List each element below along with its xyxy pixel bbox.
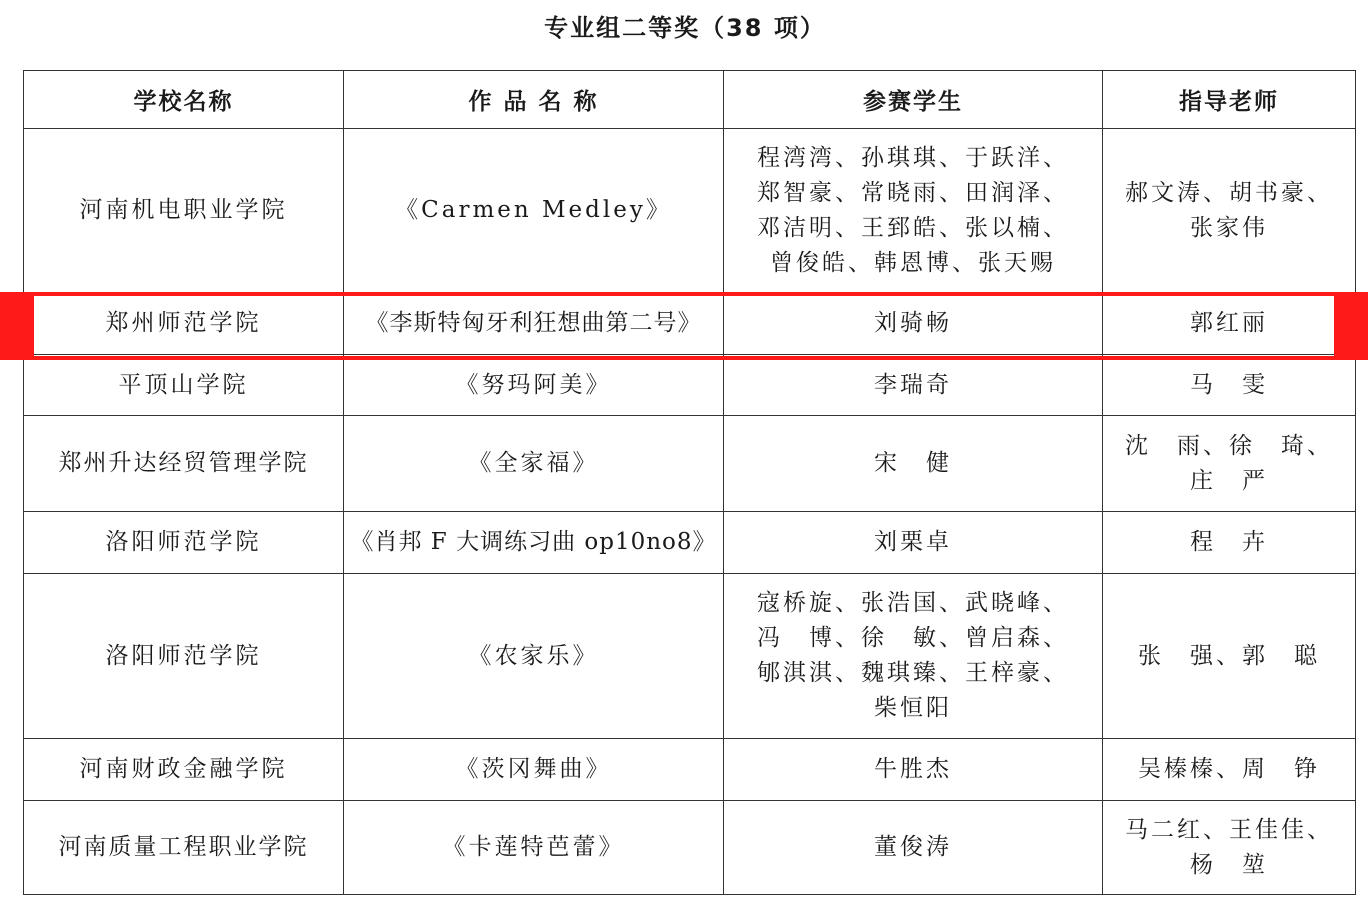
teachers-cell bbox=[1103, 416, 1356, 512]
table-row bbox=[24, 801, 1356, 895]
student-line: 郑智豪、常晓雨、田润泽、 bbox=[757, 179, 1069, 206]
school-cell: 河南质量工程职业学院 bbox=[24, 801, 344, 895]
students-cell bbox=[724, 293, 1103, 355]
teacher-line: 杨 堃 bbox=[1190, 851, 1268, 878]
school-cell: 洛阳师范学院 bbox=[24, 512, 344, 574]
work-cell: 《农家乐》 bbox=[344, 574, 724, 739]
school-cell: 郑州师范学院 bbox=[24, 293, 344, 355]
school-cell: 郑州升达经贸管理学院 bbox=[24, 416, 344, 512]
table-header-row bbox=[24, 71, 1356, 129]
students-cell bbox=[724, 355, 1103, 416]
header-students: 参赛学生 bbox=[724, 71, 1103, 129]
table-row bbox=[24, 416, 1356, 512]
student-line: 寇桥旋、张浩国、武晓峰、 bbox=[757, 590, 1069, 616]
students-cell bbox=[724, 416, 1103, 512]
work-cell: 《肖邦 F 大调练习曲 op10no8》 bbox=[344, 512, 724, 574]
work-cell: 《李斯特匈牙利狂想曲第二号》 bbox=[344, 293, 724, 355]
teachers-cell bbox=[1103, 801, 1356, 895]
work-cell: 《努玛阿美》 bbox=[344, 355, 724, 416]
header-work: 作 品 名 称 bbox=[344, 71, 724, 129]
student-line: 冯 博、徐 敏、曾启森、 bbox=[757, 625, 1069, 651]
school-cell: 平顶山学院 bbox=[24, 355, 344, 416]
students-cell bbox=[724, 129, 1103, 293]
students-cell bbox=[724, 512, 1103, 574]
table-row bbox=[24, 512, 1356, 574]
student-line: 曾俊皓、韩恩博、张天赐 bbox=[770, 249, 1056, 276]
table-row bbox=[24, 129, 1356, 293]
page-title: 专业组二等奖（38 项） bbox=[544, 14, 826, 42]
header-school: 学校名称 bbox=[24, 71, 344, 129]
teachers-cell bbox=[1103, 512, 1356, 574]
teachers-cell bbox=[1103, 293, 1356, 355]
school-cell: 河南机电职业学院 bbox=[24, 129, 344, 293]
teachers-cell bbox=[1103, 129, 1356, 293]
students-cell bbox=[724, 739, 1103, 801]
teachers-cell bbox=[1103, 739, 1356, 801]
teacher-line: 马二红、王佳佳、 bbox=[1125, 816, 1333, 843]
table-row bbox=[24, 574, 1356, 739]
teacher-line: 张 强、郭 聪 bbox=[1138, 642, 1320, 669]
teacher-line: 庄 严 bbox=[1190, 467, 1268, 494]
work-cell: 《卡莲特芭蕾》 bbox=[344, 801, 724, 895]
work-cell: 《全家福》 bbox=[344, 416, 724, 512]
teachers-cell bbox=[1103, 355, 1356, 416]
work-cell: 《茨冈舞曲》 bbox=[344, 739, 724, 801]
student-line: 李瑞奇 bbox=[874, 371, 952, 398]
teacher-line: 吴榛榛、周 铮 bbox=[1138, 756, 1320, 782]
student-line: 郇淇淇、魏琪臻、王梓豪、 bbox=[757, 660, 1069, 686]
teacher-line: 郭红丽 bbox=[1190, 310, 1268, 336]
student-line: 程湾湾、孙琪琪、于跃洋、 bbox=[757, 144, 1069, 171]
student-line: 宋 健 bbox=[874, 450, 952, 476]
student-line: 刘骑畅 bbox=[874, 310, 952, 336]
header-teachers: 指导老师 bbox=[1103, 71, 1356, 129]
table-row-highlighted bbox=[24, 293, 1356, 355]
teacher-line: 马 雯 bbox=[1190, 371, 1268, 398]
teacher-line: 沈 雨、徐 琦、 bbox=[1125, 432, 1333, 459]
student-line: 邓洁明、王郅皓、张以楠、 bbox=[757, 214, 1069, 241]
teacher-line: 程 卉 bbox=[1190, 529, 1268, 555]
school-cell: 河南财政金融学院 bbox=[24, 739, 344, 801]
table-row bbox=[24, 739, 1356, 801]
teacher-line: 张家伟 bbox=[1190, 214, 1268, 241]
teacher-line: 郝文涛、胡书豪、 bbox=[1125, 179, 1333, 206]
students-cell bbox=[724, 574, 1103, 739]
students-cell bbox=[724, 801, 1103, 895]
student-line: 董俊涛 bbox=[874, 834, 952, 860]
student-line: 牛胜杰 bbox=[874, 756, 952, 782]
school-cell: 洛阳师范学院 bbox=[24, 574, 344, 739]
teachers-cell bbox=[1103, 574, 1356, 739]
student-line: 柴恒阳 bbox=[874, 695, 952, 721]
student-line: 刘栗卓 bbox=[874, 529, 952, 555]
table-row bbox=[24, 355, 1356, 416]
awards-table bbox=[23, 70, 1356, 895]
work-cell: 《Carmen Medley》 bbox=[344, 129, 724, 293]
